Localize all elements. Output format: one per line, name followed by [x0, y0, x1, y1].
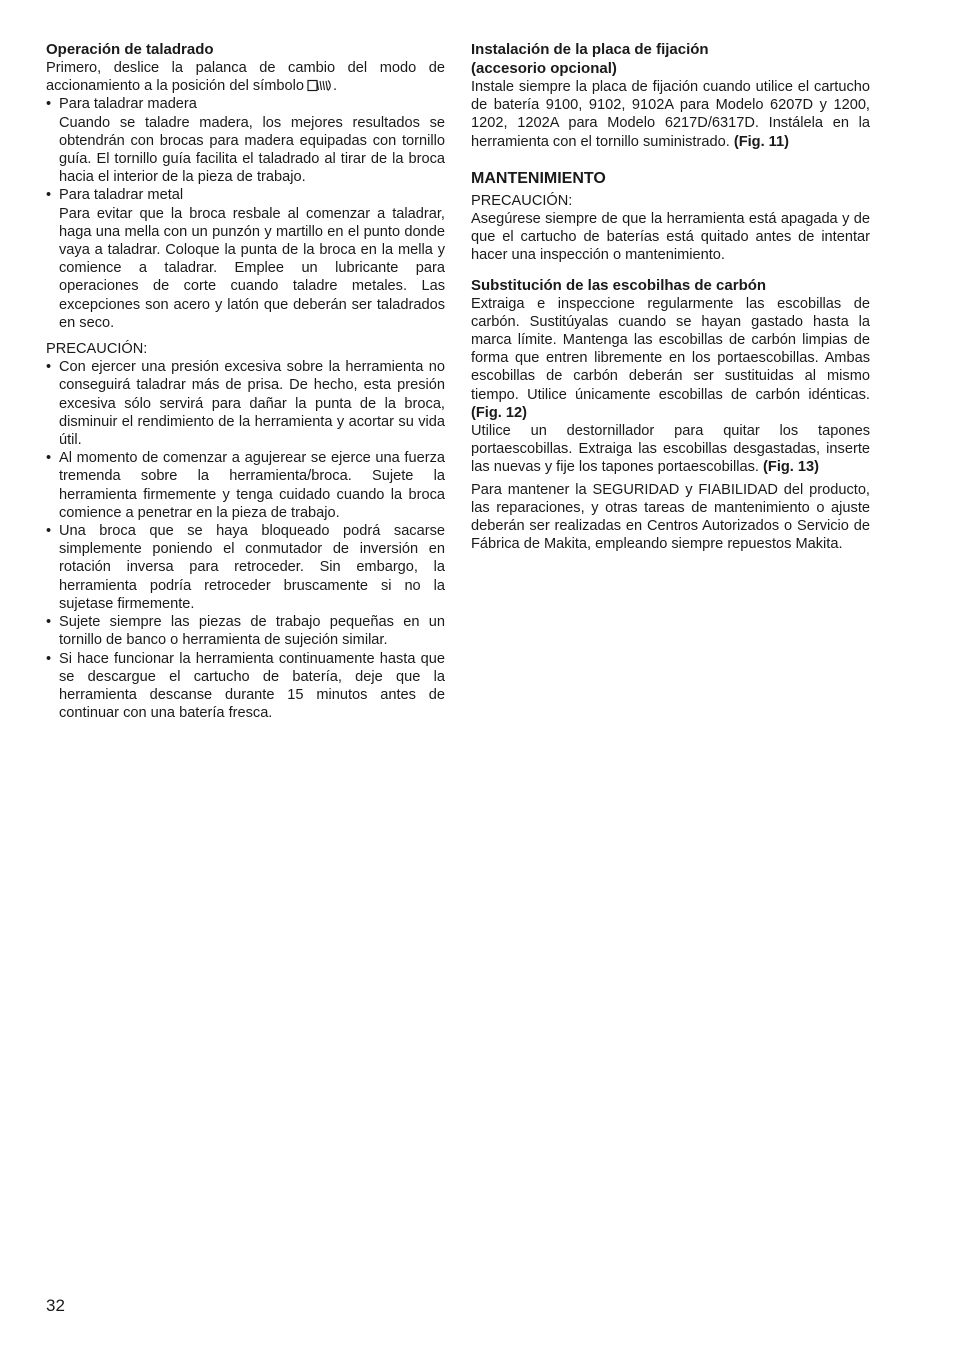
- maintenance-heading: MANTENIMIENTO: [471, 169, 606, 187]
- left-column: [46, 40, 445, 722]
- caution-label: PRECAUCIÓN:: [46, 341, 148, 358]
- brushes-text-1: Extraiga e inspeccione regularmente las escobillas de carbón. Sustitúyalas cuando se hayan gastado hasta la marca límite. Mantenga las escobillas de carbón limpias de forma que entren libremente en los portaescobillas. Ambas escobillas de carbón deberán ser sustituidas al mismo tiempo. Utilice únicamente escobillas de carbón idénticas.: [471, 295, 870, 403]
- list-item: • Para taladrar metal Para evitar que la broca resbale al comenzar a taladrar, haga una mella con un punzón y martillo en el punto donde vaya a taladrar. Coloque la punta de la broca en la mella y comience a taladrar. Emplee un lubricante para operaciones de corte cuando taladre metales. Las excepciones son acero y latón que deberán ser taladrados en seco.: [46, 187, 445, 331]
- metal-title: Para taladrar metal: [59, 187, 184, 204]
- plate-text: [471, 78, 870, 151]
- caution-item-text: Sujete siempre las piezas de trabajo pequeñas en un tornillo de banco o herramienta de sujeción similar.: [59, 614, 445, 649]
- right-column: [471, 40, 870, 553]
- wood-text: Cuando se taladre madera, los mejores resultados se obtendrán con brocas para madera equipadas con tornillo guía. El tornillo guía facilita el taladrado al tirar de la broca hacia el interior de la pieza de trabajo.: [59, 114, 445, 186]
- metal-text: Para evitar que la broca resbale al comenzar a taladrar, haga una mella con un punzón y martillo en el punto donde vaya a taladrar. Coloque la punta de la broca en la mella y comience a taladrar. Emplee un lubricante para operaciones de corte cuando taladre metales. Las excepciones son acero y latón que deberán ser taladrados en seco.: [59, 205, 445, 331]
- list-item: • Si hace funcionar la herramienta continuamente hasta que se descargue el cartucho de batería, deje que la herramienta descanse durante 15 minutos antes de continuar con una batería fresca.: [46, 650, 445, 722]
- list-item: • Sujete siempre las piezas de trabajo pequeñas en un tornillo de banco o herramienta de sujeción similar.: [46, 614, 445, 649]
- plate-heading-line2: (accesorio opcional): [471, 60, 617, 77]
- drilling-intro-text: Primero, deslice la palanca de cambio del modo de accionamiento a la posición del símbolo: [46, 60, 445, 95]
- brushes-paragraph-3: Para mantener la SEGURIDAD y FIABILIDAD del producto, las reparaciones, y otras tareas de mantenimiento o ajuste deberán ser realizadas en Centros Autorizados o Servicio de Fábrica de Makita, empleando siempre repuestos Makita.: [471, 481, 870, 553]
- maintenance-caution-label: PRECAUCIÓN:: [471, 192, 573, 209]
- brushes-text-2: Utilice un destornillador para quitar los tapones portaescobillas. Extraiga las escobillas desgastadas, inserte las nuevas y fije los tapones portaescobillas.: [471, 423, 870, 476]
- brushes-heading: Substitución de las escobilhas de carbón: [471, 276, 767, 294]
- drilling-list: [46, 95, 445, 332]
- caution-item-text: Al momento de comenzar a agujerear se ejerce una fuerza tremenda sobre la herramienta/broca. Sujete la herramienta firmemente y tenga cuidado cuando la broca comience a penetrar en la pieza de trabajo.: [59, 450, 445, 521]
- fig-reference: (Fig. 12): [471, 404, 527, 421]
- brushes-paragraph-2: [471, 422, 870, 477]
- list-item: • Una broca que se haya bloqueado podrá sacarse simplemente poniendo el conmutador de inversión en rotación inversa para retroceder. Sin embargo, la herramienta podría retroceder bruscamente si no la sujetase firmemente.: [46, 523, 445, 612]
- page-number: 32: [46, 1296, 65, 1315]
- plate-body: Instale siempre la placa de fijación cuando utilice el cartucho de batería 9100, 9102, 9102A para Modelo 6207D y 1200, 1202, 1202A para Modelo 6217D/6317D. Instálela en la herramienta con el tornillo suministrado.: [471, 79, 870, 150]
- caution-item-text: Si hace funcionar la herramienta continuamente hasta que se descargue el cartucho de batería, deje que la herramienta descanse durante 15 minutos antes de continuar con una batería fresca.: [59, 650, 445, 722]
- fig-reference: (Fig. 11): [733, 133, 789, 150]
- plate-heading: [471, 40, 870, 78]
- brushes-paragraph-1: [471, 295, 870, 422]
- caution-item-text: Una broca que se haya bloqueado podrá sacarse simplemente poniendo el conmutador de inversión en rotación inversa para retroceder. Sin embargo, la herramienta podría retroceder bruscamente si no la sujetase firmemente.: [59, 523, 445, 612]
- plate-heading-line1: Instalación de la placa de fijación: [471, 41, 709, 58]
- drilling-heading: Operación de taladrado: [46, 41, 214, 58]
- list-item: • Al momento de comenzar a agujerear se ejerce una fuerza tremenda sobre la herramienta/broca. Sujete la herramienta firmemente y tenga cuidado cuando la broca comience a penetrar en la pieza de trabajo.: [46, 450, 445, 521]
- caution-item-text: Con ejercer una presión excesiva sobre la herramienta no conseguirá taladrar más de prisa. De hecho, esta presión excesiva sólo servirá para dañar la punta de la broca, disminuir el rendimiento de la herramienta y acortar su vida útil.: [59, 359, 445, 449]
- drilling-intro: [46, 59, 445, 95]
- fig-reference: (Fig. 13): [763, 459, 819, 476]
- drill-bit-symbol-icon: [307, 79, 333, 92]
- list-item: • Con ejercer una presión excesiva sobre la herramienta no conseguirá taladrar más de prisa. De hecho, esta presión excesiva sólo servirá para dañar la punta de la broca, disminuir el rendimiento de la herramienta y acortar su vida útil.: [46, 359, 445, 449]
- maintenance-caution-text: Asegúrese siempre de que la herramienta está apagada y de que el cartucho de baterías está quitado antes de intentar hacer una inspección o mantenimiento.: [471, 211, 870, 264]
- drilling-intro-end: .: [332, 78, 338, 95]
- caution-list: [46, 358, 445, 722]
- list-item: • Para taladrar madera Cuando se taladre madera, los mejores resultados se obtendrán con brocas para madera equipadas con tornillo guía. El tornillo guía facilita el taladrado al tirar de la broca hacia el interior de la pieza de trabajo.: [46, 96, 445, 186]
- wood-title: Para taladrar madera: [59, 96, 197, 113]
